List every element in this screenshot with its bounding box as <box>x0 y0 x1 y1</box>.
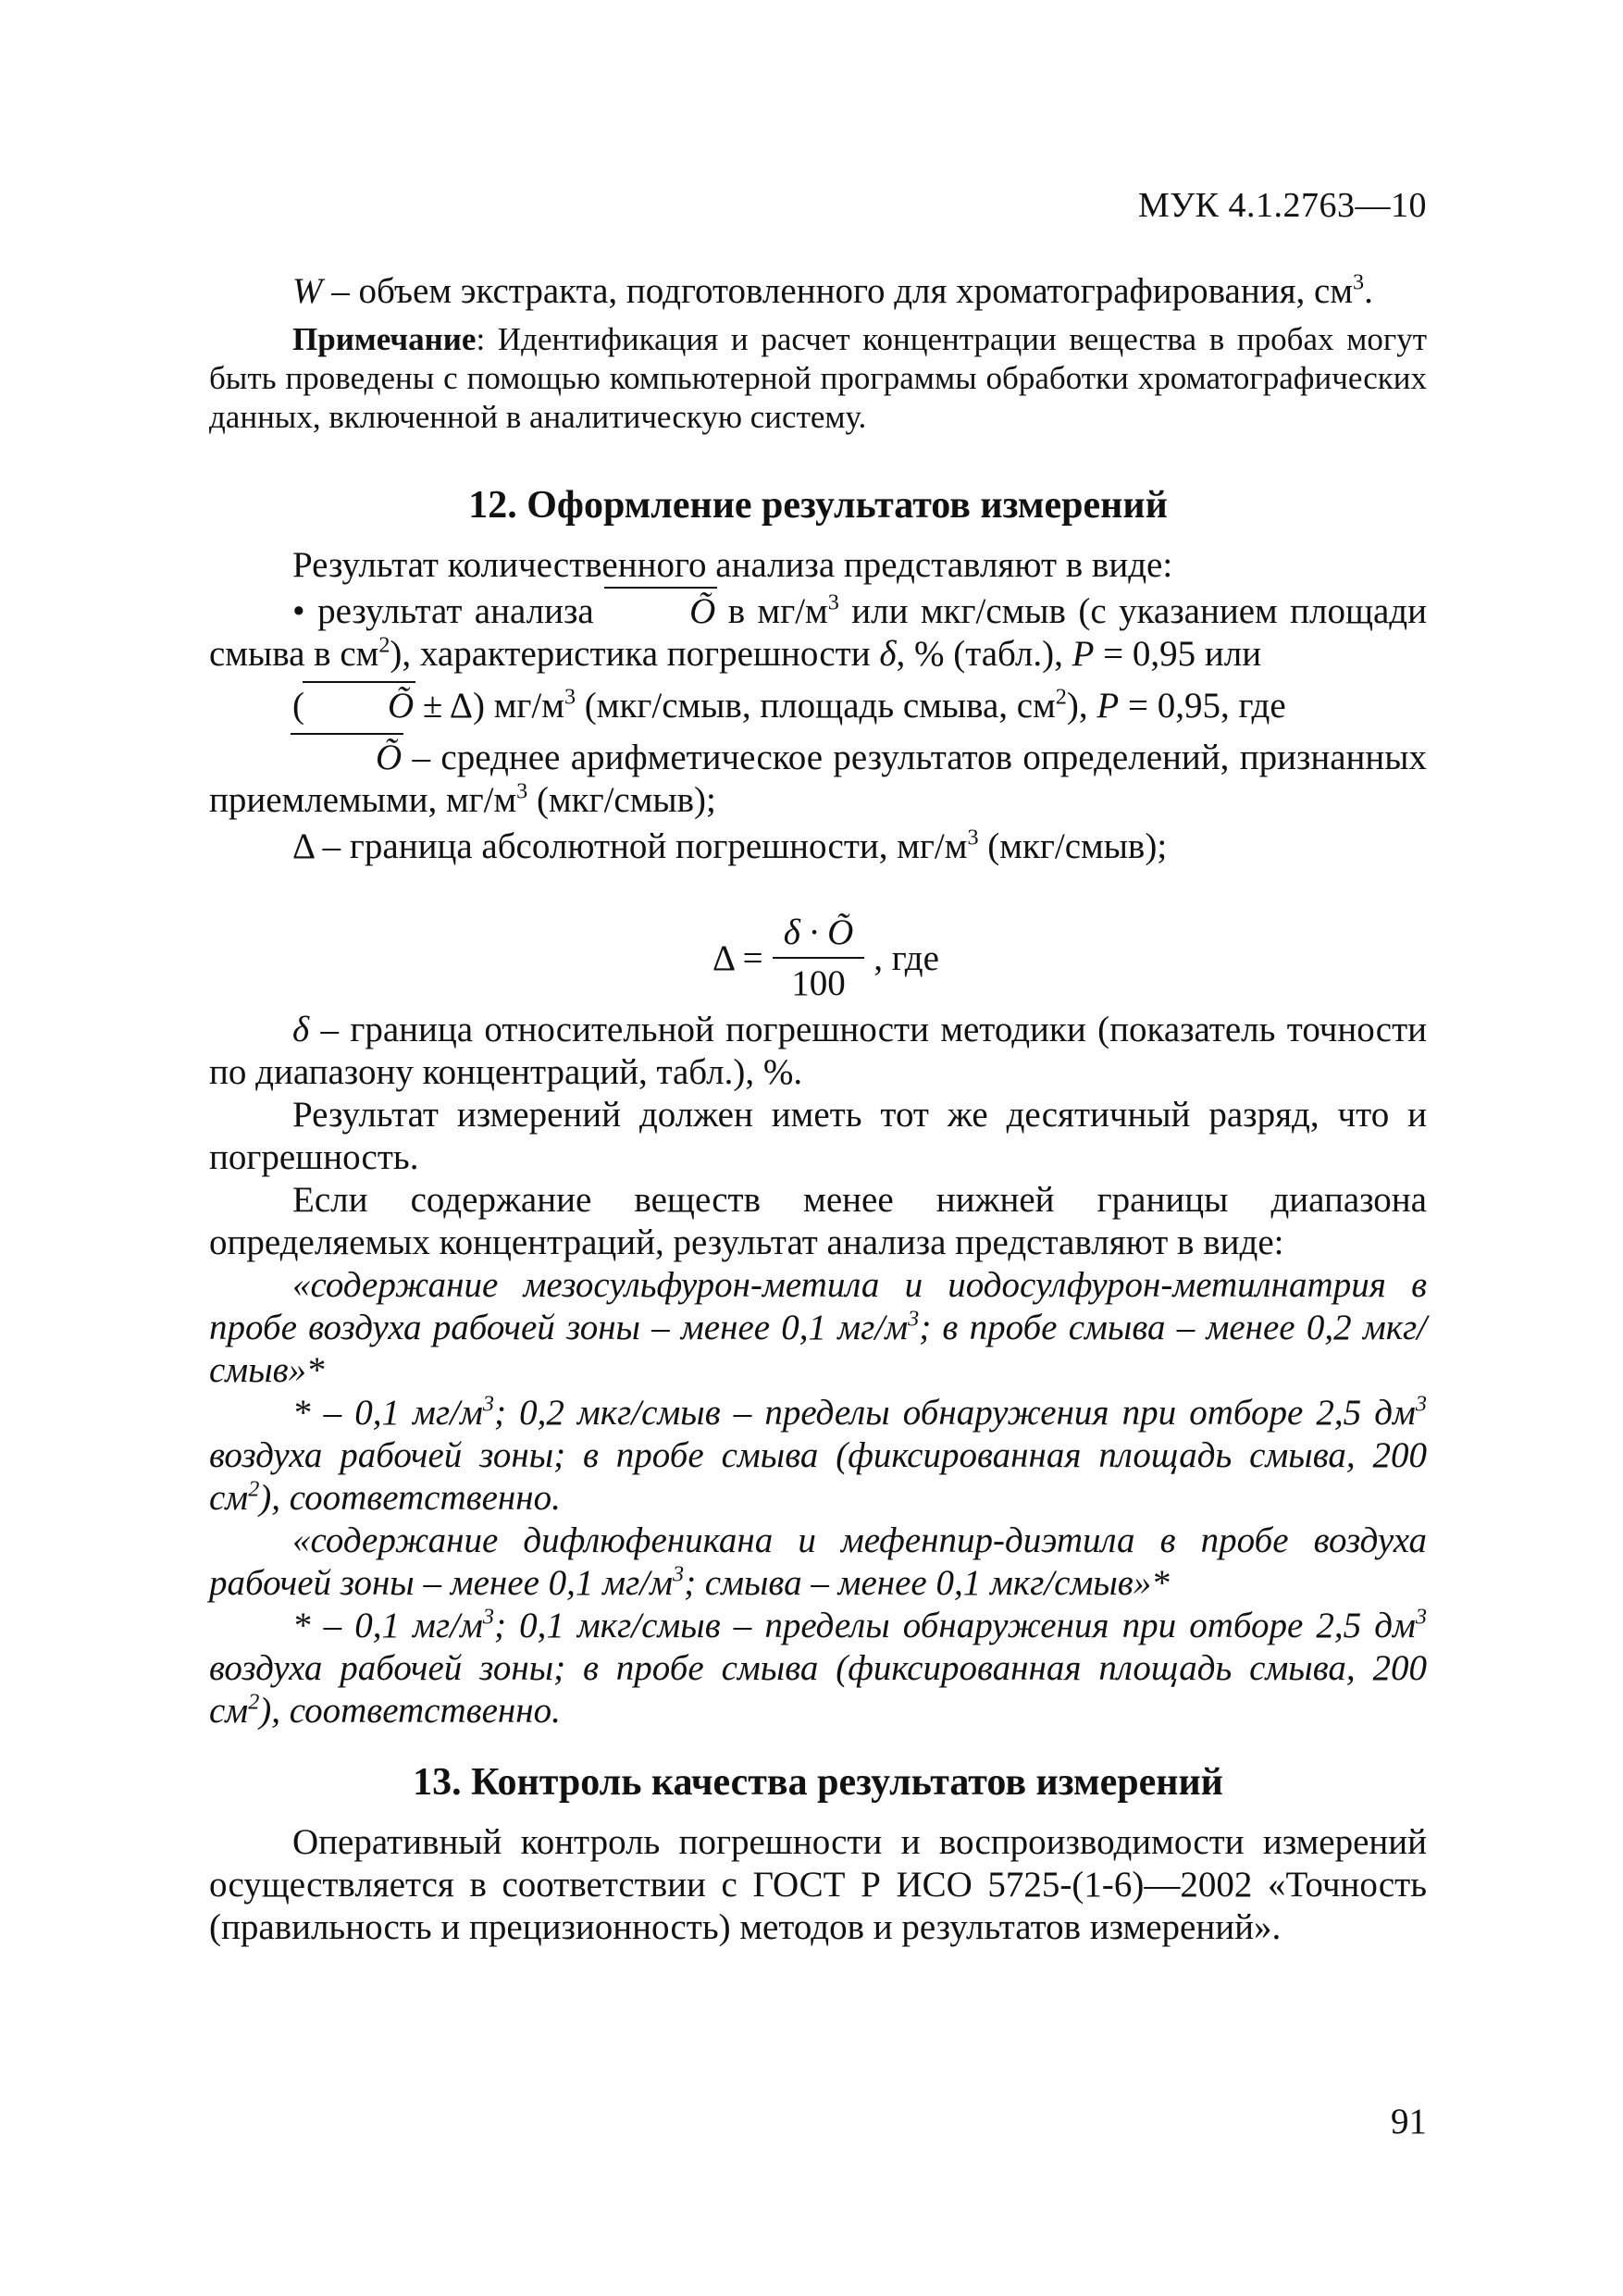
formula-numerator: δ · Õ <box>773 912 865 959</box>
w-definition: W – объем экстракта, подготовленного для хроматографирования, $см^3$. <box>292 269 1373 311</box>
formula-tail: , где <box>873 937 939 978</box>
section-12-body-continued <box>209 1009 1427 1732</box>
delta-formula <box>712 912 939 1004</box>
mean-definition: Õ – среднее арифметическое результатов определений, признанных приемлемыми, $мг/м^3$ (мкг/смыв); <box>209 738 1427 820</box>
formula-denominator: 100 <box>791 963 846 1003</box>
result-precision-paragraph: Результат измерений должен иметь тот же десятичный разряд, что и погрешность. <box>209 1095 1427 1177</box>
section-12-body <box>209 544 1427 868</box>
formula-fraction <box>773 912 865 1004</box>
quote-mesosulfuron: «содержание мезосульфурон-метила и иодосулфурон-метилнатрия в пробе воздуха рабочей зоны – менее 0,1 $мг/м^3$; в пробе смыва – менее 0,2 мкг/смыв»* <box>209 1265 1427 1390</box>
document-code: МУК 4.1.2763—10 <box>1137 186 1427 225</box>
quote-diflufenican: «содержание дифлюфеникана и мефенпир-диэтила в пробе воздуха рабочей зоны – менее 0,1 $мг/м^3$; смыва – менее 0,1 мкг/смыв»* <box>209 1520 1427 1603</box>
footnote-2: * – 0,1 $мг/м^3$; 0,1 мкг/смыв – пределы обнаружения при отборе 2,5 $дм^3$ воздуха рабочей зоны; в пробе смыва (фиксированная площадь смыва, 200 $см^2$), соответственно. <box>209 1604 1427 1731</box>
note-label: Примечание <box>292 321 477 357</box>
section-12-title: 12. Оформление результатов измерений <box>468 484 1168 527</box>
note-paragraph: Примечание: Идентификация и расчет концентрации вещества в пробах могут быть проведены с помощью компьютерной программы обработки хроматографических данных, включенной в аналитическую систему. <box>209 321 1427 435</box>
formula-lhs: Δ = <box>712 937 763 978</box>
footnote-1: * – 0,1 $мг/м^3$; 0,2 мкг/смыв – пределы обнаружения при отборе 2,5 $дм^3$ воздуха рабочей зоны; в пробе смыва (фиксированная площадь смыва, 200 $см^2$), соответственно. <box>209 1391 1427 1518</box>
intro-block <box>209 270 1427 437</box>
section-13-body <box>209 1821 1427 1949</box>
section-13-paragraph: Оперативный контроль погрешности и воспроизводимости измерений осуществляется в соответствии с ГОСТ Р ИСО 5725-(1-6)—2002 «Точность (правильность и прецизионность) методов и результатов измерений». <box>209 1822 1427 1947</box>
relative-error-definition: δ – граница относительной погрешности методики (показатель точности по диапазону концентраций, табл.), %. <box>209 1010 1427 1092</box>
below-range-paragraph: Если содержание веществ менее нижней границы диапазона определяемых концентраций, результат анализа представляют в виде: <box>209 1180 1427 1262</box>
page-number: 91 <box>1391 2102 1427 2141</box>
section-12-intro: Результат количественного анализа представляют в виде: <box>292 545 1173 585</box>
result-bullet: • результат анализа Õ в $мг/м^3$ или мкг/смыв (с указанием площади смыва в $см^2$), характеристика погрешности δ, % (табл.), P = 0,95 или <box>209 590 1427 674</box>
section-13-title: 13. Контроль качества результатов измерений <box>413 1761 1223 1804</box>
delta-definition: Δ – граница абсолютной погрешности, $мг/м^3$ (мкг/смыв); <box>292 825 1168 866</box>
result-interval: ( Õ ± Δ) $мг/м^3$ (мкг/смыв, площадь смыва, $см^2$), P = 0,95, где <box>292 684 1286 726</box>
